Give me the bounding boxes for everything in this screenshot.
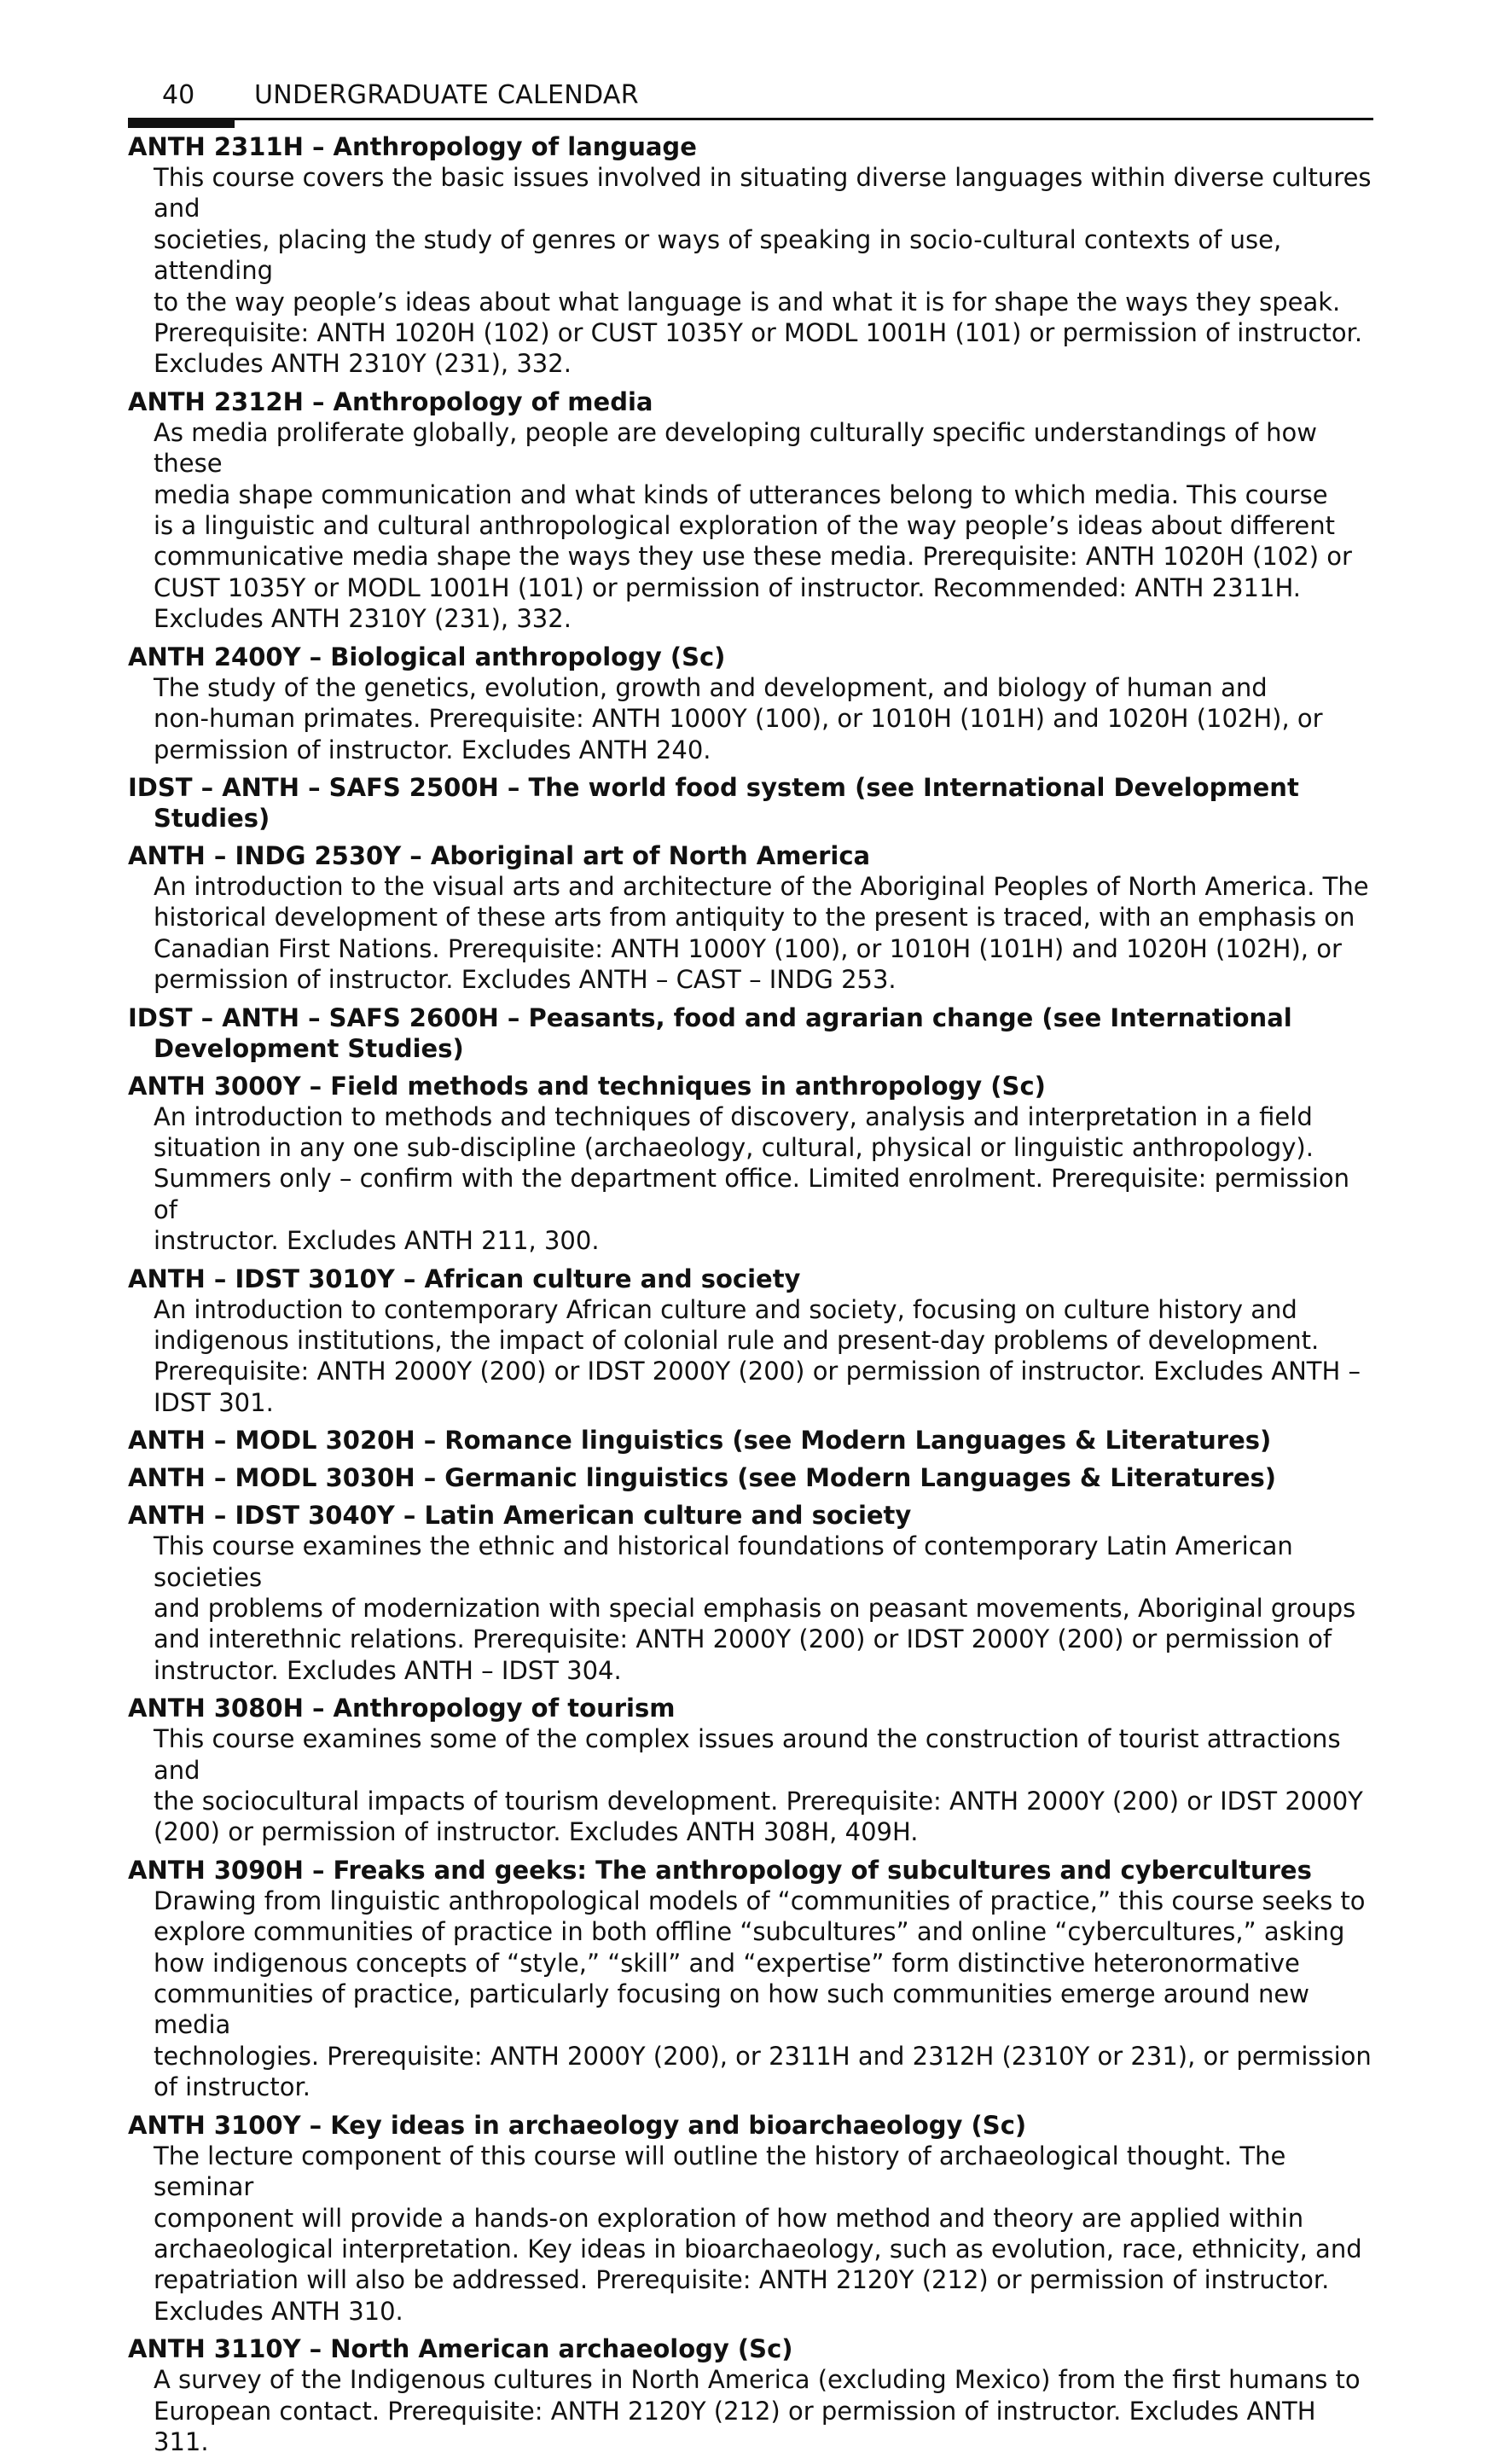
course-entry <box>128 1425 1373 1456</box>
course-entry <box>128 386 1373 635</box>
course-description: Drawing from linguistic anthropological models of “communities of practice,” this course seeks to explore communities of practice in both offline “subcultures” and online “cybercultures,” asking how indigenous concepts of “style,” “skill” and “expertise” form distinctive heteronormative communities of practice, particularly focusing on how such communities emerge around new media technologies. Prerequisite: ANTH 2000Y (200), or 2311H and 2312H (2310Y or 231), or permission of instructor. <box>154 1886 1372 2102</box>
course-entry <box>128 2110 1373 2327</box>
course-description: As media proliferate globally, people are developing culturally specific understandings of how these media shape communication and what kinds of utterances belong to which media. This course is a linguistic and cultural anthropological exploration of the way people’s ideas about different communicative media shape the ways they use these media. Prerequisite: ANTH 1020H (102) or CUST 1035Y or MODL 1001H (101) or permission of instructor. Recommended: ANTH 2311H. Excludes ANTH 2310Y (231), 332. <box>154 417 1352 634</box>
course-title: ANTH – INDG 2530Y – Aboriginal art of North America <box>128 840 871 870</box>
running-head: UNDERGRADUATE CALENDAR <box>254 80 639 110</box>
header-rule <box>128 118 1373 120</box>
course-entry <box>128 2333 1373 2457</box>
course-entry <box>128 1071 1373 1257</box>
page-number: 40 <box>162 80 195 110</box>
course-title: ANTH 2311H – Anthropology of language <box>128 132 697 161</box>
course-title: ANTH 2400Y – Biological anthropology (Sc) <box>128 642 726 671</box>
course-description: This course examines the ethnic and historical foundations of contemporary Latin American societies and problems of modernization with special emphasis on peasant movements, Aboriginal groups and interethnic relations. Prerequisite: ANTH 2000Y (200) or IDST 2000Y (200) or permission of instructor. Excludes ANTH – IDST 304. <box>154 1531 1356 1685</box>
course-title: ANTH 2312H – Anthropology of media <box>128 386 653 416</box>
course-entry <box>128 1500 1373 1686</box>
course-description: A survey of the Indigenous cultures in North America (excluding Mexico) from the first humans to European contact. Prerequisite: ANTH 2120Y (212) or permission of instructor. Excludes ANTH 311. <box>154 2365 1361 2456</box>
course-entry <box>128 840 1373 996</box>
course-title: ANTH 3100Y – Key ideas in archaeology and bioarchaeology (Sc) <box>128 2110 1027 2140</box>
course-entry <box>128 1002 1373 1064</box>
course-title: ANTH 3080H – Anthropology of tourism <box>128 1694 676 1723</box>
course-title: IDST – ANTH – SAFS 2500H – The world food system (see International Development Studies) <box>128 772 1299 833</box>
course-description: This course examines some of the complex issues around the construction of tourist attractions and the sociocultural impacts of tourism development. Prerequisite: ANTH 2000Y (200) or IDST 2000Y (200) or permission of instructor. Excludes ANTH 308H, 409H. <box>154 1724 1363 1847</box>
course-title: ANTH – MODL 3030H – Germanic linguistics (see Modern Languages & Literatures) <box>128 1463 1277 1493</box>
course-entry <box>128 642 1373 765</box>
course-title: ANTH 3110Y – North American archaeology (Sc) <box>128 2334 793 2364</box>
course-description: An introduction to methods and techniques of discovery, analysis and interpretation in a field situation in any one sub-discipline (archaeology, cultural, physical or linguistic anthropology). Summers only – confirm with the department office. Limited enrolment. Prerequisite: permission of instructor. Excludes ANTH 211, 300. <box>154 1101 1349 1256</box>
course-description: This course covers the basic issues involved in situating diverse languages within diverse cultures and societies, placing the study of genres or ways of speaking in socio-cultural contexts of use, attending to the way people’s ideas about what language is and what it is for shape the ways they speak. Prerequisite: ANTH 1020H (102) or CUST 1035Y or MODL 1001H (101) or permission of instructor. Excludes ANTH 2310Y (231), 332. <box>154 163 1372 379</box>
header-tab <box>128 118 235 128</box>
course-list <box>128 131 1373 2457</box>
course-entry <box>128 1264 1373 1419</box>
course-title: ANTH – IDST 3040Y – Latin American culture and society <box>128 1501 912 1531</box>
course-description: An introduction to the visual arts and architecture of the Aboriginal Peoples of North America. The historical development of these arts from antiquity to the present is traced, with an emphasis on Canadian First Nations. Prerequisite: ANTH 1000Y (100), or 1010H (101H) and 1020H (102H), or permission of instructor. Excludes ANTH – CAST – INDG 253. <box>154 871 1369 995</box>
course-title: IDST – ANTH – SAFS 2600H – Peasants, food and agrarian change (see International Development Studies) <box>128 1002 1292 1063</box>
course-description: The study of the genetics, evolution, growth and development, and biology of human and non-human primates. Prerequisite: ANTH 1000Y (100), or 1010H (101H) and 1020H (102H), or permission of instructor. Excludes ANTH 240. <box>154 672 1323 764</box>
course-entry <box>128 1693 1373 1848</box>
course-description: The lecture component of this course will outline the history of archaeological thought. The seminar component will provide a hands-on exploration of how method and theory are applied within archaeological interpretation. Key ideas in bioarchaeology, such as evolution, race, ethnicity, and repatriation will also be addressed. Prerequisite: ANTH 2120Y (212) or permission of instructor. Excludes ANTH 310. <box>154 2141 1362 2326</box>
course-title: ANTH 3090H – Freaks and geeks: The anthropology of subcultures and cybercultures <box>128 1855 1312 1885</box>
course-title: ANTH 3000Y – Field methods and techniques in anthropology (Sc) <box>128 1071 1046 1101</box>
course-description: An introduction to contemporary African culture and society, focusing on culture history and indigenous institutions, the impact of colonial rule and present-day problems of development. Prerequisite: ANTH 2000Y (200) or IDST 2000Y (200) or permission of instructor. Excludes ANTH – IDST 301. <box>154 1294 1361 1417</box>
course-entry <box>128 1462 1373 1493</box>
calendar-page <box>128 75 1373 2464</box>
course-title: ANTH – IDST 3010Y – African culture and society <box>128 1264 801 1293</box>
course-title: ANTH – MODL 3020H – Romance linguistics (see Modern Languages & Literatures) <box>128 1426 1272 1456</box>
page-header <box>128 75 1373 121</box>
course-entry <box>128 1855 1373 2103</box>
course-entry <box>128 772 1373 834</box>
course-entry <box>128 131 1373 380</box>
